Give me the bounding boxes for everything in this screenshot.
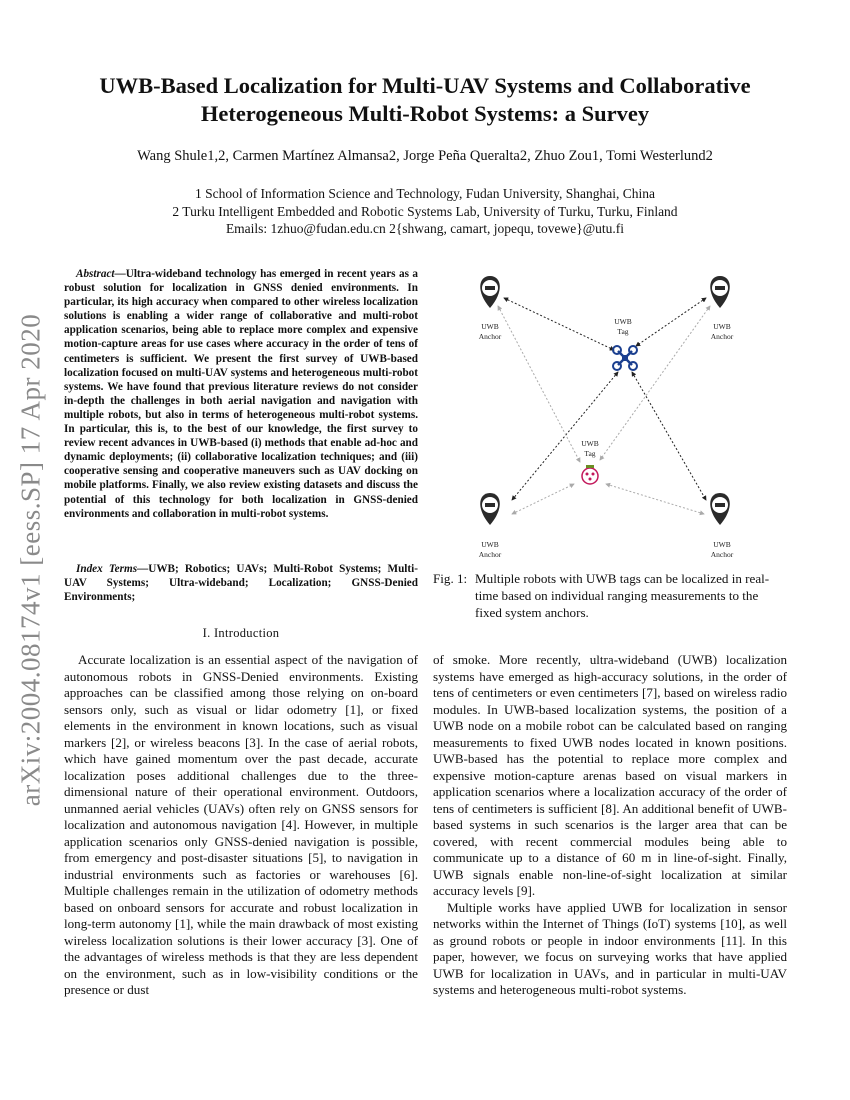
anchor-label-anchor: Anchor <box>478 550 502 559</box>
figure-uwb-localization <box>438 262 788 567</box>
link-anchor-bl-ground <box>512 484 574 514</box>
anchor-pin-icon <box>710 493 730 525</box>
abstract <box>64 267 418 521</box>
ground-robot-icon <box>582 465 598 484</box>
link-anchor-br-uav <box>632 372 706 500</box>
caption-label: Fig. 1: <box>433 571 468 586</box>
anchor-pin-icon <box>480 276 500 308</box>
link-anchor-br-ground <box>606 484 704 514</box>
authors-text: Wang Shule1,2, Carmen Martínez Almansa2, Jorge Peña Queralta2, Zhuo Zou1, Tomi Westerlund2 <box>137 148 713 164</box>
index-terms-label: Index Terms <box>76 563 138 575</box>
tag-label-uwb: UWB <box>614 317 632 326</box>
anchor-label-anchor: Anchor <box>478 332 502 341</box>
link-anchor-tr-uav <box>636 298 706 346</box>
section-heading: I. Introduction <box>202 626 280 640</box>
drone-icon <box>613 346 637 370</box>
intro-left-column <box>64 652 418 999</box>
intro-paragraph-continued: of smoke. More recently, ultra-wideband (UWB) localization systems have emerged as high-accuracy solutions, in the order of tens of centimeters or even centimeters [7], based on wireless radio modules. In UWB-based localization systems, the position of a UWB node on a mobile robot can be calculated based on ranging measurements to fixed UWB nodes located in known positions. UWB-based has the potential to replace more complex and expensive motion-capture arenas based on visual markers in application scenarios where a localization accuracy of the order of tens of centimeters is sufficient [8]. An additional benefit of UWB-based systems in such scenarios is the larger area that can be covered, with recent commercial modules being able to communicate up to a distance of 60 m in line-of-sight. Finally, UWB signals enable non-line-of-sight localization at similar accuracy levels [9]. <box>433 652 787 898</box>
anchor-label-uwb: UWB <box>713 540 731 549</box>
tag-label-tag: Tag <box>584 449 596 458</box>
anchor-label-anchor: Anchor <box>710 332 734 341</box>
title-line-1: UWB-Based Localization for Multi-UAV Systems and Collaborative <box>99 73 751 98</box>
author-emails: Emails: 1zhuo@fudan.edu.cn 2{shwang, camart, jopequ, tovewe}@utu.fi <box>225 221 625 236</box>
title-line-2: Heterogeneous Multi-Robot Systems: a Survey <box>200 101 650 126</box>
anchor-pin-icon <box>710 276 730 308</box>
anchor-label-anchor: Anchor <box>710 550 734 559</box>
author-list <box>60 148 790 165</box>
caption-text: Multiple robots with UWB tags can be localized in real-time based on individual ranging measurements to the fixed system anchors. <box>475 571 770 620</box>
anchor-label-uwb: UWB <box>713 322 731 331</box>
index-terms-text: —UWB; Robotics; UAVs; Multi-Robot Systems; Multi-UAV Systems; Ultra-wideband; Localization; GNSS-Denied Environments; <box>64 563 418 604</box>
paper-title <box>60 72 790 128</box>
intro-paragraph-1: Accurate localization is an essential aspect of the navigation of autonomous robots in GNSS-Denied environments. Existing approaches can be classified among those relying on on-board sensors only, such as visual or lidar odometry [1], or fixed elements in the environment in known locations, such as visual markers [2], or wireless beacons [3]. In the case of aerial robots, which have gained momentum over the past decade, accurate localization poses additional challenges due to the three-dimensional nature of their operational environment. Outdoors, unmanned aerial vehicles (UAVs) often rely on GNSS sensors for localization and autonomous navigation [4]. However, in multiple application scenarios only GNSS-denied navigation is possible, from emergency and post-disaster situations [5], to navigation in industrial environments such as factories or warehouses [6]. Multiple challenges remain in the utilization of odometry methods based on onboard sensors for accurate and robust localization in long-term autonomy [1], while the main drawback of most existing wireless localization solutions is their lower accuracy [3]. One of the advantages of wireless methods is that they are less dependent on the environment, such as in low-visibility conditions or the presence or dust <box>64 652 418 997</box>
link-anchor-bl-uav <box>512 372 618 500</box>
affiliation-2: 2 Turku Intelligent Embedded and Robotic Systems Lab, University of Turku, Turku, Finland <box>172 204 678 219</box>
abstract-label: Abstract <box>76 268 115 280</box>
tag-label-tag: Tag <box>617 327 629 336</box>
anchor-label-uwb: UWB <box>481 540 499 549</box>
intro-right-column <box>433 652 787 999</box>
abstract-text: —Ultra-wideband technology has emerged in recent years as a robust solution for localization in GNSS denied environments. In particular, its high accuracy when compared to other wireless localization solutions is enabling a wider range of collaborative and multi-robot application scenarios, being able to replace more complex and expensive motion-capture areas for use cases where accuracy in the order of tens of centimeters is sufficient. We present the first survey of UWB-based localization focused on multi-UAV systems and heterogeneous multi-robot systems. We have found that previous literature reviews do not consider in-depth the challenges in both aerial navigation and navigation with multiple robots, but also in terms of heterogeneous multi-robot systems. In particular, this is, to the best of our knowledge, the first survey to review recent advances in UWB-based (i) methods that enable ad-hoc and dynamic deployments; (ii) collaborative localization techniques; and (iii) cooperative sensing and cooperative maneuvers such as UAV docking on mobile platforms. Finally, we also review existing datasets and discuss the potential of this technology for both localization in GNSS-denied environments and collaboration in multi-robot systems. <box>64 268 418 520</box>
affiliation-1: 1 School of Information Science and Technology, Fudan University, Shanghai, China <box>194 186 656 201</box>
anchor-label-uwb: UWB <box>481 322 499 331</box>
link-anchor-tl-uav <box>504 298 614 350</box>
index-terms <box>64 562 418 604</box>
link-anchor-tl-ground <box>498 306 580 462</box>
figure-caption <box>433 570 787 621</box>
anchor-pin-icon <box>480 493 500 525</box>
arxiv-identifier: arXiv:2004.08174v1 [eess.SP] 17 Apr 2020 <box>15 313 46 807</box>
intro-paragraph-2: Multiple works have applied UWB for localization in sensor networks within the Internet of Things (IoT) systems [10], as well as ground robots or people in indoor environments [11]. In this paper, however, we focus on surveying works that have applied UWB for localization in UAVs, and in particular in multi-UAV systems and heterogeneous multi-robot systems. <box>433 899 787 997</box>
tag-label-uwb: UWB <box>581 439 599 448</box>
